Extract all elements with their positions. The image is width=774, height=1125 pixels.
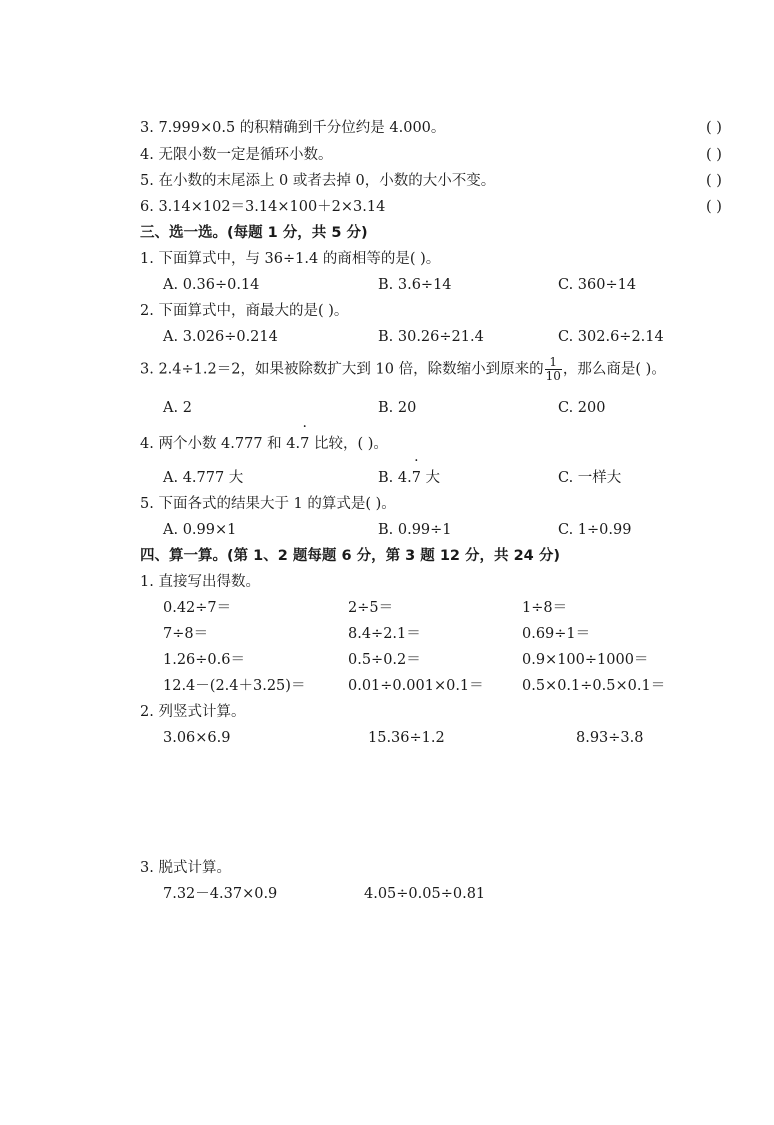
vertical-calc-item: 3.06×6.9 xyxy=(163,730,231,746)
answer-parentheses: ( ) xyxy=(706,173,722,189)
mental-math-item: 7÷8＝ xyxy=(163,626,209,642)
calc-part2-title: 2. 列竖式计算。 xyxy=(140,704,246,720)
choice-q5-option-c: C. 1÷0.99 xyxy=(558,522,632,538)
mental-math-item: 8.4÷2.1＝ xyxy=(348,626,421,642)
fraction-denominator: 10 xyxy=(545,369,561,383)
choice-q4-stem-text-end: 比较，( )。 xyxy=(309,436,388,452)
choice-q3-option-a: A. 2 xyxy=(163,400,192,416)
option-text-end: 大 xyxy=(420,470,441,486)
answer-parentheses: ( ) xyxy=(706,199,722,215)
mental-math-item: 1.26÷0.6＝ xyxy=(163,652,245,668)
calc-part1-title: 1. 直接写出得数。 xyxy=(140,574,260,590)
stepwise-calc-item: 7.32－4.37×0.9 xyxy=(163,886,278,902)
repeating-digit: · 7 xyxy=(300,434,309,454)
option-text: B. 4. xyxy=(378,470,412,486)
repeating-digit: · 7 xyxy=(412,468,421,488)
choice-q1-option-b: B. 3.6÷14 xyxy=(378,277,452,293)
stepwise-calc-item: 4.05÷0.05÷0.81 xyxy=(364,886,486,902)
choice-q3-option-b: B. 20 xyxy=(378,400,417,416)
mental-math-item: 0.42÷7＝ xyxy=(163,600,232,616)
judge-item-3: 3. 7.999×0.5 的积精确到千分位约是 4.000。 xyxy=(140,120,446,136)
answer-parentheses: ( ) xyxy=(706,120,722,136)
fraction-numerator: 1 xyxy=(545,356,562,370)
judge-item-4: 4. 无限小数一定是循环小数。 xyxy=(140,147,333,163)
choice-q5-stem: 5. 下面各式的结果大于 1 的算式是( )。 xyxy=(140,496,396,512)
choice-q3-option-c: C. 200 xyxy=(558,400,606,416)
vertical-calc-item: 8.93÷3.8 xyxy=(576,730,644,746)
mental-math-item: 12.4－(2.4＋3.25)＝ xyxy=(163,678,306,694)
mental-math-item: 2÷5＝ xyxy=(348,600,394,616)
choice-q2-option-c: C. 302.6÷2.14 xyxy=(558,329,664,345)
choice-q4-stem-text: 4. 两个小数 4.777 和 4. xyxy=(140,436,301,452)
mental-math-item: 0.5÷0.2＝ xyxy=(348,652,421,668)
calc-part3-title: 3. 脱式计算。 xyxy=(140,860,231,876)
vertical-calc-item: 15.36÷1.2 xyxy=(368,730,445,746)
mental-math-item: 1÷8＝ xyxy=(522,600,568,616)
mental-math-item: 0.01÷0.001×0.1＝ xyxy=(348,678,484,694)
choice-q4-option-c: C. 一样大 xyxy=(558,470,622,486)
choice-q2-stem: 2. 下面算式中，商最大的是( )。 xyxy=(140,303,349,319)
choice-q5-option-b: B. 0.99÷1 xyxy=(378,522,452,538)
choice-q1-option-c: C. 360÷14 xyxy=(558,277,637,293)
choice-q3-stem xyxy=(140,356,666,383)
choice-q2-option-b: B. 30.26÷21.4 xyxy=(378,329,484,345)
choice-q2-option-a: A. 3.026÷0.214 xyxy=(163,329,278,345)
choice-q4-option-a: A. 4.777 大 xyxy=(163,470,244,486)
judge-item-5: 5. 在小数的末尾添上 0 或者去掉 0，小数的大小不变。 xyxy=(140,173,496,189)
section-heading-calc: 四、算一算。(第 1、2 题每题 6 分，第 3 题 12 分，共 24 分) xyxy=(140,548,560,564)
choice-q5-option-a: A. 0.99×1 xyxy=(163,522,237,538)
choice-q3-stem-text: 3. 2.4÷1.2＝2，如果被除数扩大到 10 倍，除数缩小到原来的 xyxy=(140,361,544,378)
choice-q3-stem-text-end: ，那么商是( )。 xyxy=(562,361,666,378)
choice-q4-stem xyxy=(140,434,388,454)
fraction xyxy=(545,356,562,383)
mental-math-item: 0.69÷1＝ xyxy=(522,626,591,642)
section-heading-choice: 三、选一选。(每题 1 分，共 5 分) xyxy=(140,225,368,241)
choice-q1-option-a: A. 0.36÷0.14 xyxy=(163,277,260,293)
mental-math-item: 0.9×100÷1000＝ xyxy=(522,652,649,668)
choice-q4-option-b xyxy=(378,468,440,488)
answer-parentheses: ( ) xyxy=(706,147,722,163)
choice-q1-stem: 1. 下面算式中，与 36÷1.4 的商相等的是( )。 xyxy=(140,251,441,267)
judge-item-6: 6. 3.14×102＝3.14×100＋2×3.14 xyxy=(140,199,386,215)
mental-math-item: 0.5×0.1÷0.5×0.1＝ xyxy=(522,678,666,694)
